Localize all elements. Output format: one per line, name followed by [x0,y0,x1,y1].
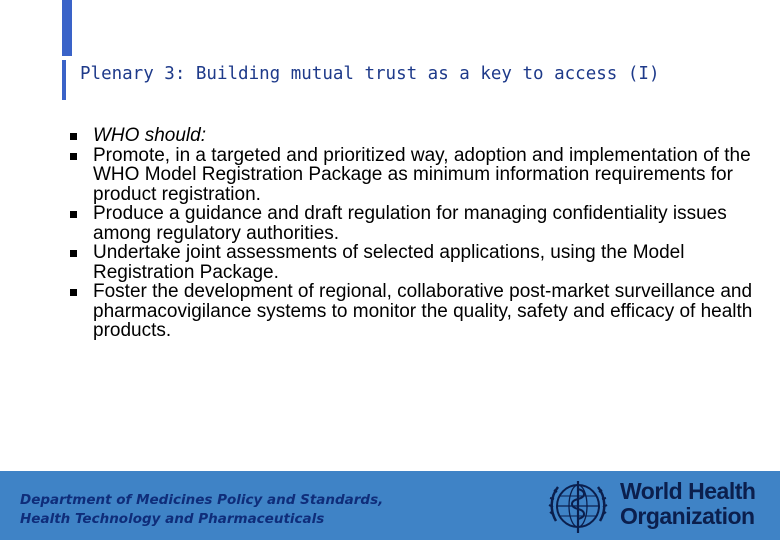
bullet-square-icon [70,250,77,257]
list-item [68,146,768,205]
who-emblem-icon [546,477,610,535]
bullet-text: Foster the development of regional, collaborative post-market surveillance and pharmacovigilance systems to monitor the quality, safety and efficacy of health products. [93,281,753,341]
accent-bar [62,0,72,56]
list-item [68,282,768,341]
bullet-square-icon [70,133,77,140]
logo-line-2: Organization [620,503,755,529]
logo-wordmark [620,479,755,529]
who-logo [546,477,778,535]
bullet-text: WHO should: [93,125,206,146]
department-line-2: Health Technology and Pharmaceuticals [20,511,325,527]
list-item [68,204,768,243]
bullet-square-icon [70,211,77,218]
title-accent-bar [62,60,66,100]
logo-line-1: World Health [620,478,756,504]
department-line-1: Department of Medicines Policy and Standards, [20,492,384,508]
list-item [68,126,768,146]
bullet-list [68,126,768,341]
department-name [20,491,383,529]
bullet-square-icon [70,153,77,160]
bullet-square-icon [70,289,77,296]
bullet-text: Produce a guidance and draft regulation for managing confidentiality issues among regulatory authorities. [93,203,727,244]
footer-bar [0,471,780,540]
list-item [68,243,768,282]
bullet-text: Undertake joint assessments of selected applications, using the Model Registration Package. [93,242,685,283]
bullet-text: Promote, in a targeted and prioritized way, adoption and implementation of the WHO Model Registration Package as minimum information requirements for product registration. [93,144,751,205]
slide-title: Plenary 3: Building mutual trust as a key to access (I) [80,64,660,84]
